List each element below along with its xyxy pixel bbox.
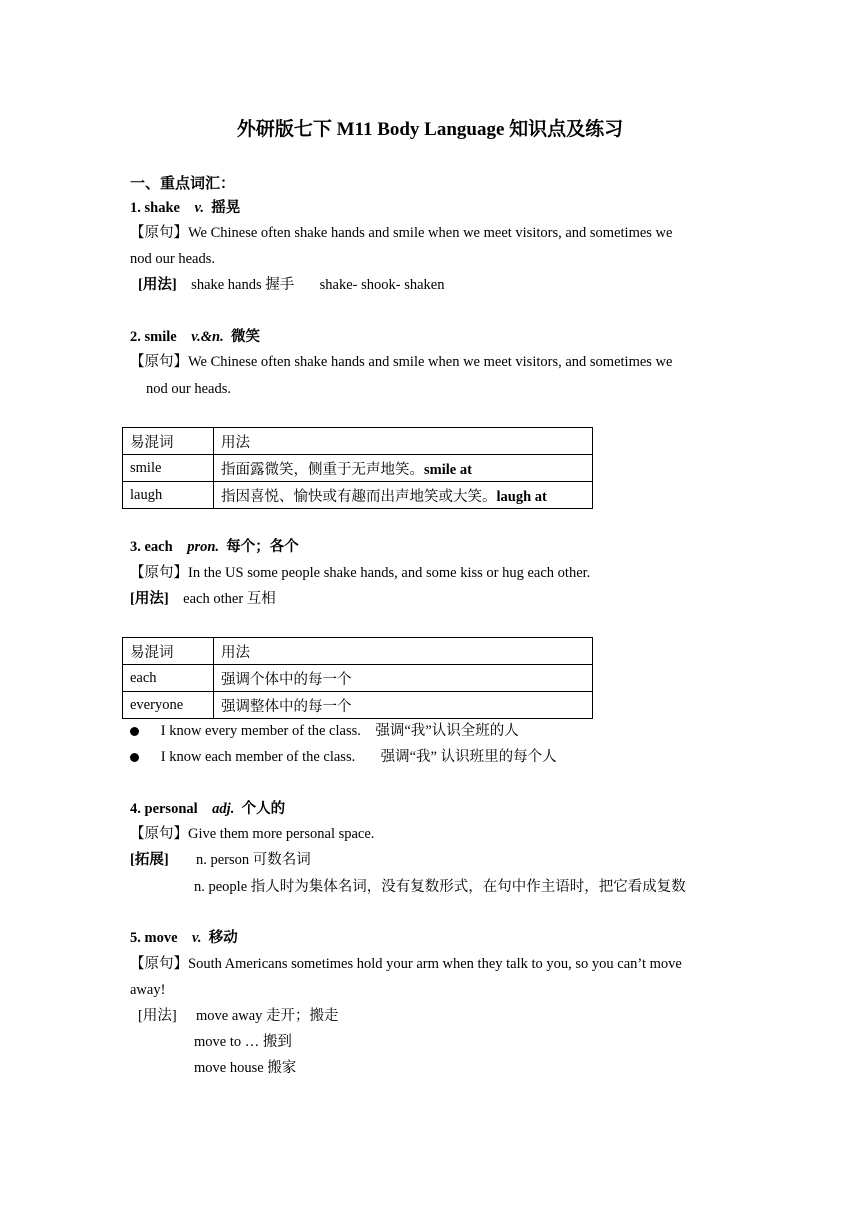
word-heading-move xyxy=(130,928,238,948)
original-sentence-line xyxy=(130,954,682,974)
word-head: 4. personal xyxy=(130,801,198,817)
table-header-cell: 用法 xyxy=(214,638,593,665)
usage-line xyxy=(138,275,444,295)
table-header-row xyxy=(123,428,593,455)
usage-item: move away 走开；搬走 xyxy=(196,1008,339,1024)
original-sentence-line xyxy=(130,223,672,243)
original-sentence: South Americans sometimes hold your arm when they talk to you, so you can’t move xyxy=(188,956,682,972)
table-cell: everyone xyxy=(123,692,214,719)
word-meaning: 每个；各个 xyxy=(226,539,299,555)
table-header-cell: 易混词 xyxy=(123,428,214,455)
usage-item: move house 搬家 xyxy=(194,1060,297,1076)
usage-item: each other 互相 xyxy=(183,591,276,607)
table-row xyxy=(123,482,593,509)
original-sentence: In the US some people shake hands, and some kiss or hug each other. xyxy=(188,565,591,581)
cell-text: 指因喜悦、愉快或有趣而出声地笑或大笑。 xyxy=(221,488,497,505)
section-heading: 一、重点词汇： xyxy=(130,176,236,192)
extension-item: n. person 可数名词 xyxy=(196,852,311,868)
cell-text: 指面露微笑，侧重于无声地笑。 xyxy=(221,461,424,478)
table-cell: each xyxy=(123,665,214,692)
word-heading-personal xyxy=(130,799,285,819)
original-tag: 【原句】 xyxy=(130,225,188,241)
table-cell xyxy=(214,482,593,509)
confusable-words-table-smile xyxy=(122,427,593,509)
original-sentence: Give them more personal space. xyxy=(188,826,375,842)
original-sentence-cont: nod our heads. xyxy=(146,381,231,397)
table-header-cell: 易混词 xyxy=(123,638,214,665)
bullet-note: 强调“我” 认识班里的每个人 xyxy=(380,749,557,765)
original-sentence-line xyxy=(130,563,590,583)
part-of-speech: v. xyxy=(192,930,202,946)
usage-item: shake- shook- shaken xyxy=(319,277,445,293)
bullet-icon xyxy=(130,753,139,762)
word-meaning: 微笑 xyxy=(230,329,260,345)
bullet-sentence: I know every member of the class. xyxy=(160,723,361,739)
part-of-speech: v.&n. xyxy=(191,329,224,345)
table-row xyxy=(123,665,593,692)
bullet-icon xyxy=(130,727,139,736)
table-row xyxy=(123,455,593,482)
original-sentence-line xyxy=(130,352,672,372)
table-header-row xyxy=(123,638,593,665)
table-cell: laugh xyxy=(123,482,214,509)
usage-tag: [用法] xyxy=(138,277,177,293)
word-head: 5. move xyxy=(130,930,178,946)
original-sentence: We Chinese often shake hands and smile when we meet visitors, and sometimes we xyxy=(188,354,673,370)
original-sentence-cont: nod our heads. xyxy=(130,251,215,267)
extension-item: n. people 指人时为集体名词，没有复数形式，在句中作主语时，把它看成复数 xyxy=(194,879,686,895)
original-sentence-line xyxy=(130,824,374,844)
page-title: 外研版七下 M11 Body Language 知识点及练习 xyxy=(236,119,624,140)
word-heading-smile xyxy=(130,327,260,347)
table-cell: 强调整体中的每一个 xyxy=(214,692,593,719)
cell-bold-text: smile at xyxy=(424,461,472,478)
bullet-sentence: I know each member of the class. xyxy=(160,749,356,765)
word-meaning: 个人的 xyxy=(241,801,286,817)
usage-line xyxy=(130,589,276,609)
table-row xyxy=(123,692,593,719)
bullet-item xyxy=(130,721,519,741)
table-cell: 强调个体中的每一个 xyxy=(214,665,593,692)
confusable-words-table-each xyxy=(122,637,593,719)
word-heading-shake xyxy=(130,198,240,218)
table-header-cell: 用法 xyxy=(214,428,593,455)
part-of-speech: pron. xyxy=(187,539,220,555)
usage-tag: [用法] xyxy=(138,1008,177,1024)
usage-item: move to … 搬到 xyxy=(194,1034,292,1050)
table-cell xyxy=(214,455,593,482)
word-head: 1. shake xyxy=(130,200,180,216)
extension-line xyxy=(130,850,169,870)
original-tag: 【原句】 xyxy=(130,826,188,842)
word-meaning: 摇晃 xyxy=(211,200,241,216)
original-sentence: We Chinese often shake hands and smile when we meet visitors, and sometimes we xyxy=(188,225,673,241)
table-cell: smile xyxy=(123,455,214,482)
bullet-note: 强调“我”认识全班的人 xyxy=(375,723,519,739)
part-of-speech: v. xyxy=(194,200,204,216)
word-head: 2. smile xyxy=(130,329,177,345)
word-heading-each xyxy=(130,537,299,557)
word-meaning: 移动 xyxy=(208,930,238,946)
original-tag: 【原句】 xyxy=(130,565,188,581)
original-tag: 【原句】 xyxy=(130,956,188,972)
usage-tag: [用法] xyxy=(130,591,169,607)
original-sentence-cont: away! xyxy=(130,982,166,998)
bullet-item xyxy=(130,747,557,767)
cell-bold-text: laugh at xyxy=(496,488,547,505)
original-tag: 【原句】 xyxy=(130,354,188,370)
word-head: 3. each xyxy=(130,539,173,555)
part-of-speech: adj. xyxy=(212,801,235,817)
extension-tag: [拓展] xyxy=(130,852,169,868)
usage-item: shake hands 握手 xyxy=(191,277,295,293)
